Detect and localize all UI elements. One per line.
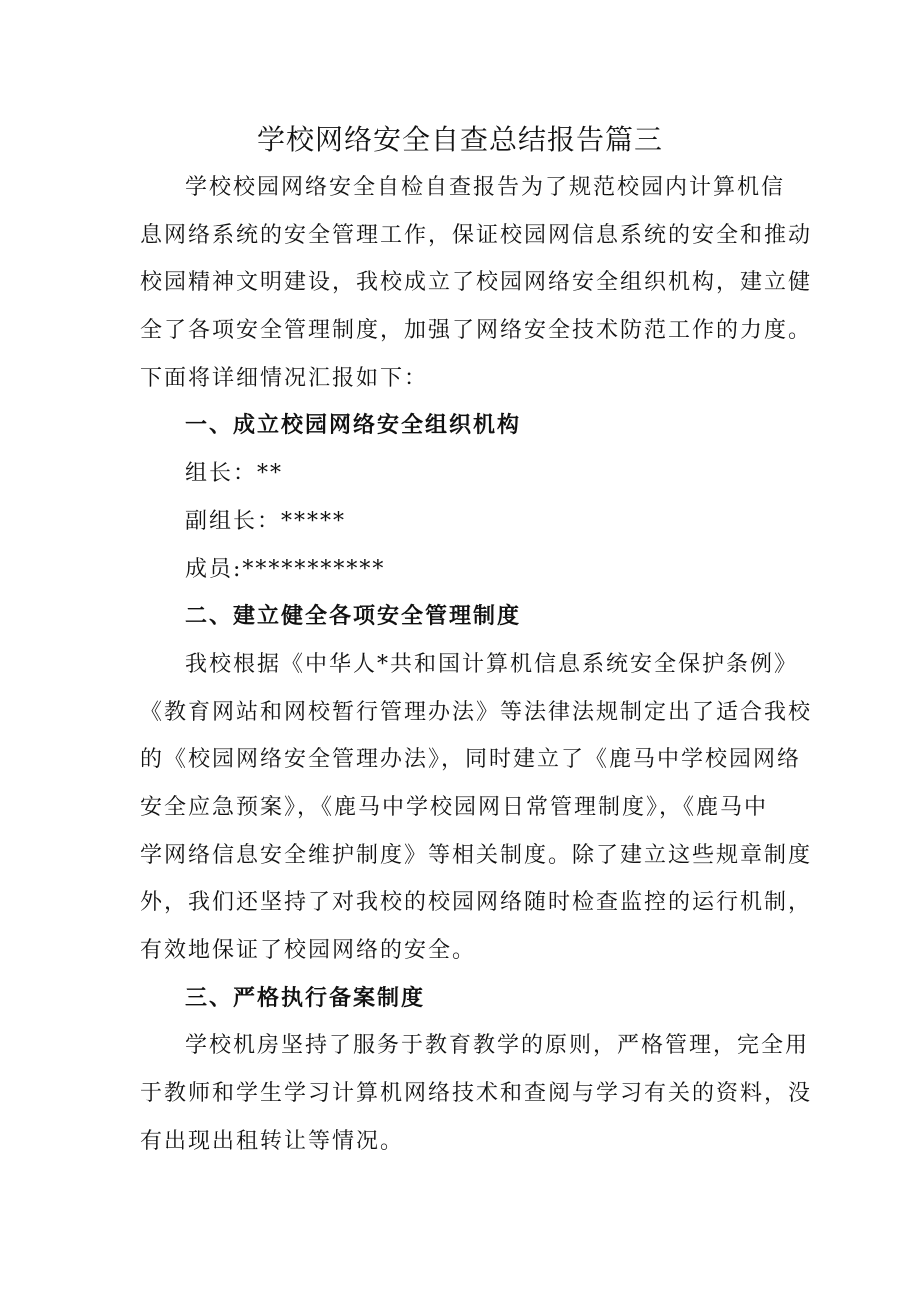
- paragraph-line: 有效地保证了校园网络的安全。: [140, 938, 477, 963]
- paragraph-line: 外，我们还坚持了对我校的校园网络随时检查监控的运行机制，: [140, 890, 813, 916]
- paragraph-line: 的《校园网络安全管理办法》，同时建立了《鹿马中学校园网络: [140, 747, 802, 773]
- paragraph-line: 我校根据《中华人*共和国计算机信息系统安全保护条例》: [185, 651, 799, 677]
- paragraph-line: 全了各项安全管理制度，加强了网络安全技术防范工作的力度。: [140, 318, 813, 344]
- paragraph-line: 息网络系统的安全管理工作，保证校园网信息系统的安全和推动: [140, 222, 813, 248]
- paragraph-line: 于教师和学生学习计算机网络技术和查阅与学习有关的资料，没: [140, 1081, 813, 1107]
- paragraph-line: 安全应急预案》，《鹿马中学校园网日常管理制度》，《鹿马中: [140, 794, 769, 820]
- section-heading-2: 二、建立健全各项安全管理制度: [185, 603, 522, 630]
- paragraph-line: 学网络信息安全维护制度》等相关制度。除了建立这些规章制度: [140, 842, 813, 868]
- section-heading-3: 三、严格执行备案制度: [185, 984, 426, 1011]
- paragraph-line: 有出现出租转让等情况。: [140, 1128, 405, 1154]
- paragraph-line: 学校机房坚持了服务于教育教学的原则，严格管理，完全用: [185, 1033, 810, 1059]
- paragraph-line: 下面将详细情况汇报如下：: [140, 365, 429, 391]
- section-heading-1: 一、成立校园网络安全组织机构: [185, 412, 522, 439]
- document-body: [140, 164, 820, 1165]
- paragraph-line: 《教育网站和网校暂行管理办法》等法律法规制定出了适合我校: [140, 699, 813, 725]
- leader-line: 组长：**: [185, 461, 284, 487]
- paragraph-line: 校园精神文明建设，我校成立了校园网络安全组织机构，建立健: [140, 270, 813, 296]
- paragraph-line: 学校校园网络安全自检自查报告为了规范校园内计算机信: [185, 175, 786, 200]
- document-title: 学校网络安全自查总结报告篇三: [256, 123, 663, 156]
- members-line: 成员:***********: [185, 556, 386, 582]
- deputy-leader-line: 副组长：*****: [185, 508, 347, 534]
